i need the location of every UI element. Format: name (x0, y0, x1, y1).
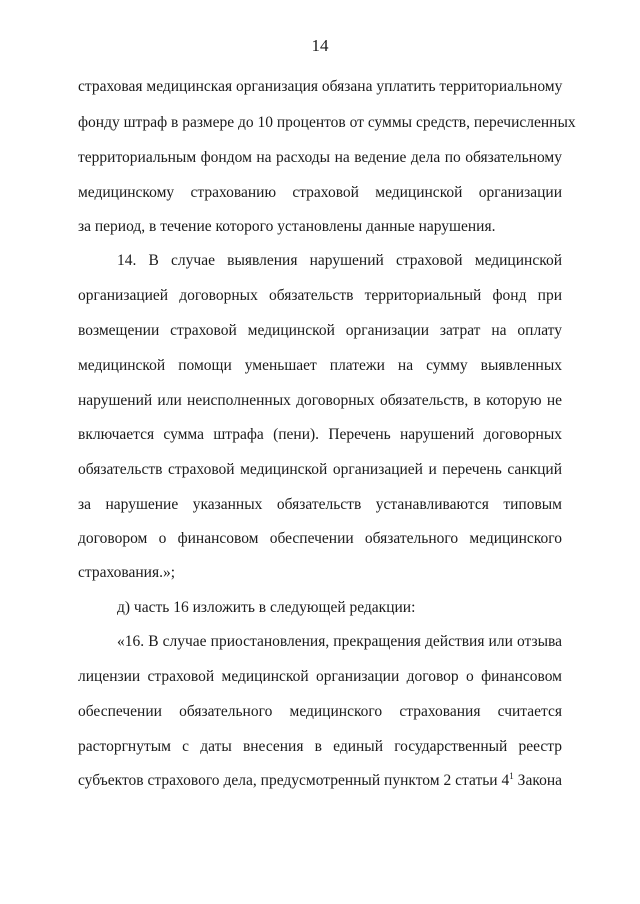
text-line: медицинской помощи уменьшает платежи на сумму выявленных (78, 357, 562, 374)
text-line: страховая медицинская организация обязана уплатить территориальному (78, 78, 563, 95)
text-line: страхования.»; (78, 564, 176, 581)
superscript: 1 (509, 771, 514, 781)
text-line: возмещении страховой медицинской организации затрат на оплату (78, 322, 562, 339)
text-line: лицензии страховой медицинской организации договор о финансовом (78, 668, 562, 685)
text-line: медицинскому страхованию страховой медицинской организации (78, 184, 562, 201)
page-number: 14 (311, 36, 329, 55)
text-line: «16. В случае приостановления, прекращения действия или отзыва (117, 633, 562, 650)
text-line (78, 771, 562, 791)
text-line: территориальным фондом на расходы на ведение дела по обязательному (78, 149, 562, 166)
text-line: за период, в течение которого установлены данные нарушения. (78, 218, 496, 235)
text-line: нарушений или неисполненных договорных обязательств, в которую не (78, 392, 562, 409)
text-line: расторгнутым с даты внесения в единый государственный реестр (78, 738, 562, 755)
text-line: обязательств страховой медицинской организацией и перечень санкций (78, 461, 562, 478)
text-line: фонду штраф в размере до 10 процентов от суммы средств, перечисленных (78, 114, 576, 131)
text-segment: Закона (513, 772, 562, 789)
text-segment: субъектов страхового дела, предусмотренный пунктом 2 статьи 4 (78, 772, 510, 789)
text-line: организацией договорных обязательств территориальный фонд при (78, 287, 562, 304)
text-line: д) часть 16 изложить в следующей редакции: (117, 599, 416, 616)
text-line: 14. В случае выявления нарушений страховой медицинской (117, 252, 562, 269)
text-line: обеспечении обязательного медицинского страхования считается (78, 703, 562, 720)
text-line: включается сумма штрафа (пени). Перечень нарушений договорных (78, 426, 562, 443)
text-line: за нарушение указанных обязательств устанавливаются типовым (78, 496, 562, 513)
text-line: договором о финансовом обеспечении обязательного медицинского (78, 530, 562, 547)
